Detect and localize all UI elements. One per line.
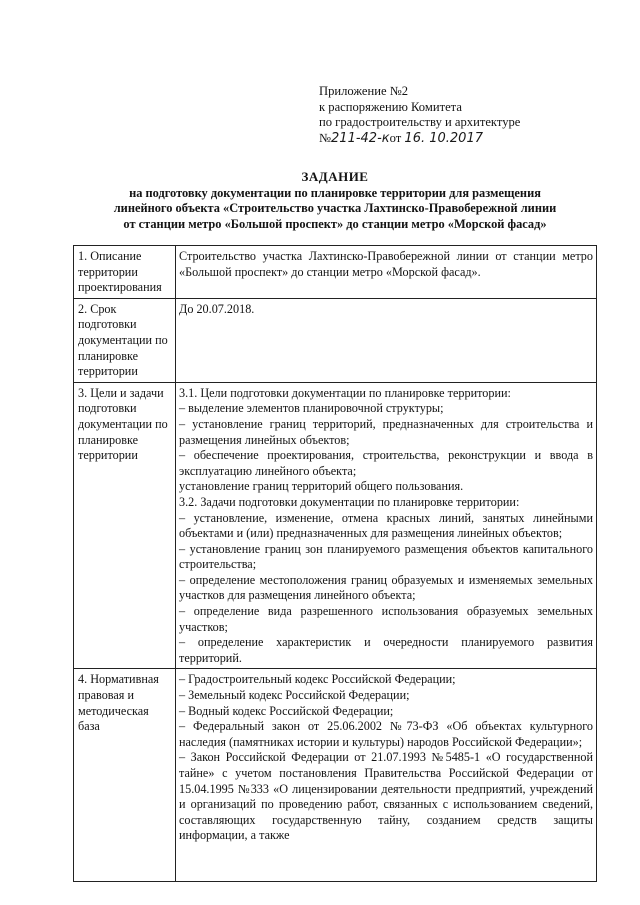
table-row <box>74 382 597 669</box>
task-table <box>73 245 597 882</box>
order-number-handwritten: 211-42-к <box>331 130 390 146</box>
content-line: – Земельный кодекс Российской Федерации; <box>179 688 410 703</box>
appendix-reference: к распоряжению Комитета <box>319 99 462 114</box>
table-row <box>74 669 597 882</box>
row-label: 4. Нормативная правовая и методическая база <box>74 669 176 882</box>
content-line: – обеспечение проектирования, строительства, реконструкции и ввода в эксплуатацию линейного объекта; <box>179 448 593 478</box>
row-content <box>176 246 597 299</box>
title-heading: ЗАДАНИЕ <box>301 169 369 184</box>
appendix-header <box>319 84 520 146</box>
row-label: 3. Цели и задачи подготовки документации по планировке территории <box>74 382 176 669</box>
table-row <box>74 298 597 382</box>
content-line: – Федеральный закон от 25.06.2002 №73-ФЗ «Об объектах культурного наследия (памятниках истории и культуры) народов Российской Федерации»; <box>179 719 593 749</box>
order-date-handwritten: 16. 10.2017 <box>404 130 483 146</box>
title-line-2: линейного объекта «Строительство участка Лахтинско-Правобережной линии <box>113 201 557 216</box>
content-line: – установление, изменение, отмена красных линий, занятых линейными объектами и (или) предназначенных для размещения линейных объектов; <box>179 510 593 541</box>
table-row <box>74 246 597 299</box>
title-line-1: на подготовку документации по планировке территории для размещения <box>129 185 541 200</box>
content-line: 3.2. Задачи подготовки документации по планировке территории: <box>179 494 520 509</box>
content-line: – определение местоположения границ образуемых и изменяемых земельных участков для размещения линейного объекта; <box>179 572 593 603</box>
row-content <box>176 669 597 882</box>
order-number-date <box>319 131 520 147</box>
content-line: – установление границ территорий, предназначенных для строительства и размещения линейных объектов; <box>179 416 593 447</box>
appendix-title: Приложение №2 <box>319 84 409 98</box>
row-label: 1. Описание территории проектирования <box>74 246 176 299</box>
content-line: – Градостроительный кодекс Российской Федерации; <box>179 672 456 687</box>
appendix-committee: по градостроительству и архитектуре <box>319 115 521 130</box>
title-line-3: от станции метро «Большой проспект» до станции метро «Морской фасад» <box>123 216 547 231</box>
content-line: Строительство участка Лахтинско-Правобережной линии от станции метро «Большой проспект» до станции метро «Морской фасад». <box>179 249 593 279</box>
content-line: – выделение элементов планировочной структуры; <box>179 401 444 416</box>
content-line: 3.1. Цели подготовки документации по планировке территории: <box>179 385 511 400</box>
content-line: – Закон Российской Федерации от 21.07.1993 №5485-1 «О государственной тайне» с учетом постановления Правительства Российской Федерации от 15.04.1995 №333 «О лицензировании деятельности предприятий, учреждений и организаций по проведению работ, связанных с использованием сведений, составляющих государственную тайну, созданием средств защиты информации, а также <box>179 750 593 843</box>
content-line: – определение вида разрешенного использования образуемых земельных участков; <box>179 604 593 634</box>
row-content <box>176 298 597 382</box>
content-line: До 20.07.2018. <box>179 301 255 316</box>
document-title <box>72 169 598 232</box>
content-line: – определение характеристик и очередности планируемого развития территорий. <box>179 635 593 665</box>
content-line: – Водный кодекс Российской Федерации; <box>179 703 394 718</box>
content-line: – установление границ зон планируемого размещения объектов капитального строительства; <box>179 541 593 572</box>
content-line: установление границ территорий общего пользования. <box>179 479 464 494</box>
row-label: 2. Срок подготовки документации по планировке территории <box>74 298 176 382</box>
row-content <box>176 382 597 669</box>
order-date-prefix: от <box>389 130 402 145</box>
order-number-prefix: № <box>319 130 332 145</box>
